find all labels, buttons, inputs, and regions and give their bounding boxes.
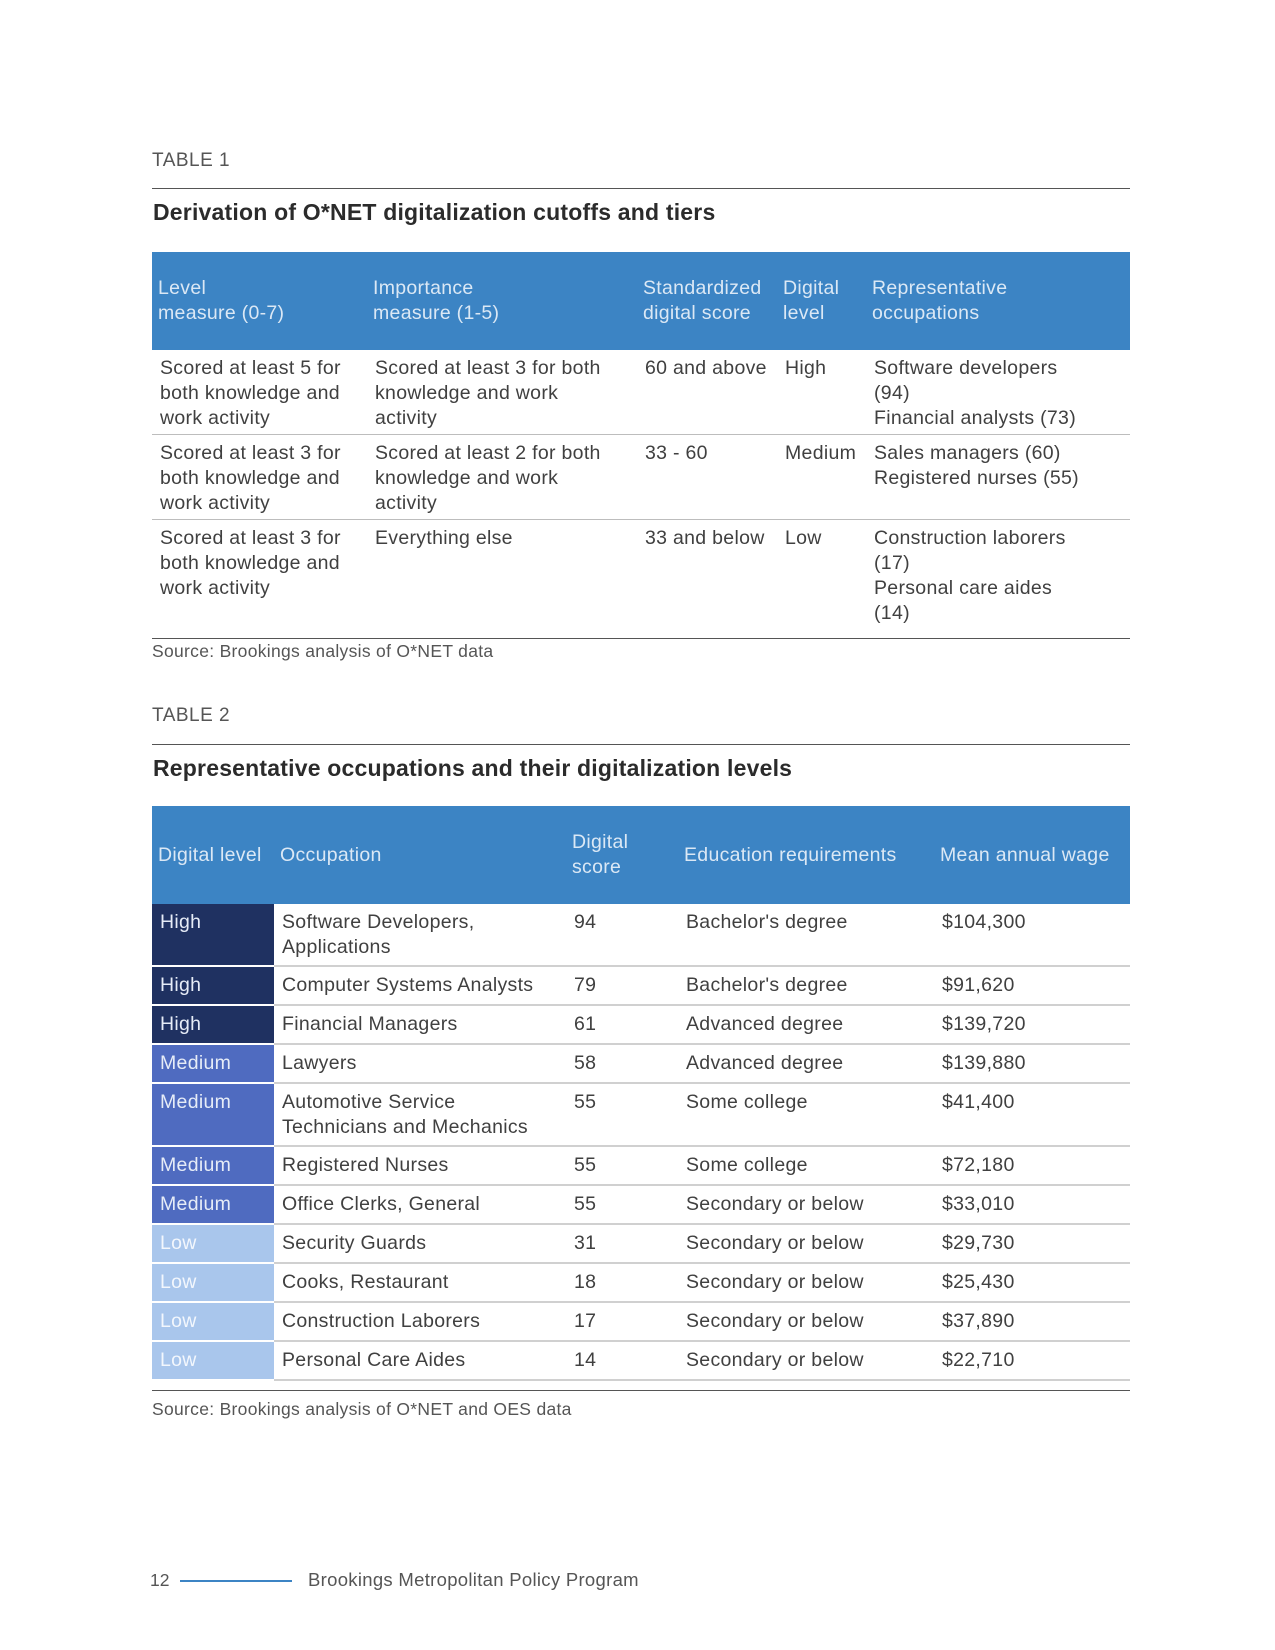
level-measure-cell: Scored at least 3 for both knowledge and work activity [152,520,367,639]
table1-row-low [152,520,1130,639]
digital-score-cell: 31 [566,1224,678,1263]
digital-score-cell: 61 [566,1005,678,1044]
digital-level-cell: High [777,350,866,435]
table2-header-digital-level: Digital level [152,806,274,904]
occupation-cell: Office Clerks, General [274,1185,566,1224]
wage-cell: $37,890 [934,1302,1130,1341]
table-row [152,1146,1130,1185]
table2-header-wage: Mean annual wage [934,806,1130,904]
table2-header-row [152,806,1130,904]
education-cell: Advanced degree [678,1005,934,1044]
table2-header-education: Education requirements [678,806,934,904]
table1-top-rule [152,188,1130,189]
table2-label: TABLE 2 [152,705,231,726]
education-cell: Some college [678,1146,934,1185]
wage-cell: $41,400 [934,1083,1130,1146]
table-row [152,1341,1130,1380]
wage-cell: $139,720 [934,1005,1130,1044]
page-number: 12 [150,1570,170,1590]
digital-score-cell: 18 [566,1263,678,1302]
digital-level-cell: High [152,1005,274,1044]
occupation-cell: Computer Systems Analysts [274,966,566,1005]
digital-level-cell: Low [152,1263,274,1302]
wage-cell: $72,180 [934,1146,1130,1185]
education-cell: Bachelor's degree [678,966,934,1005]
table1-cutoffs [152,252,1130,639]
digital-score-cell: 14 [566,1341,678,1380]
digital-level-cell: Low [152,1341,274,1380]
occupation-cell: Financial Managers [274,1005,566,1044]
table2-occupations [152,806,1130,1381]
table2-top-rule [152,744,1130,745]
table2-header-occupation: Occupation [274,806,566,904]
education-cell: Some college [678,1083,934,1146]
table2-source: Source: Brookings analysis of O*NET and OES data [152,1399,572,1419]
digital-level-cell: Low [152,1302,274,1341]
wage-cell: $33,010 [934,1185,1130,1224]
occupation-cell: Registered Nurses [274,1146,566,1185]
wage-cell: $29,730 [934,1224,1130,1263]
occupation-cell: Lawyers [274,1044,566,1083]
table1-header-digital-level: Digital level [777,252,866,350]
table1-title: Derivation of O*NET digitalization cutoffs and tiers [153,199,716,225]
digital-score-cell: 55 [566,1083,678,1146]
wage-cell: $25,430 [934,1263,1130,1302]
digital-score-cell: 94 [566,904,678,966]
occupations-cell: Software developers (94) Financial analysts (73) [866,350,1130,435]
level-measure-cell: Scored at least 5 for both knowledge and work activity [152,350,367,435]
occupations-cell: Construction laborers (17) Personal care aides (14) [866,520,1130,639]
table-row [152,966,1130,1005]
education-cell: Secondary or below [678,1341,934,1380]
table2-title: Representative occupations and their digitalization levels [153,755,793,781]
digital-level-cell: Medium [777,435,866,520]
table1-header-score: Standardized digital score [637,252,777,350]
table2-header-digital-score: Digital score [566,806,678,904]
table-row [152,1083,1130,1146]
score-cell: 33 and below [637,520,777,639]
digital-level-cell: High [152,904,274,966]
table2-bottom-rule [152,1390,1130,1391]
table-row [152,1185,1130,1224]
table-row [152,1263,1130,1302]
table-row [152,1302,1130,1341]
occupation-cell: Personal Care Aides [274,1341,566,1380]
education-cell: Bachelor's degree [678,904,934,966]
digital-score-cell: 55 [566,1185,678,1224]
digital-score-cell: 58 [566,1044,678,1083]
table-row [152,904,1130,966]
footer-program-name: Brookings Metropolitan Policy Program [308,1569,639,1590]
education-cell: Secondary or below [678,1302,934,1341]
table-row [152,1044,1130,1083]
table-row [152,1224,1130,1263]
digital-level-cell: Low [777,520,866,639]
occupations-cell: Sales managers (60) Registered nurses (55) [866,435,1130,520]
occupation-cell: Security Guards [274,1224,566,1263]
digital-level-cell: Low [152,1224,274,1263]
table1-row-high [152,350,1130,435]
education-cell: Secondary or below [678,1263,934,1302]
education-cell: Secondary or below [678,1185,934,1224]
digital-level-cell: High [152,966,274,1005]
digital-score-cell: 55 [566,1146,678,1185]
wage-cell: $91,620 [934,966,1130,1005]
table1-source: Source: Brookings analysis of O*NET data [152,641,494,661]
footer-rule [180,1580,292,1582]
score-cell: 33 - 60 [637,435,777,520]
digital-level-cell: Medium [152,1185,274,1224]
education-cell: Advanced degree [678,1044,934,1083]
table1-header-importance-measure: Importance measure (1-5) [367,252,637,350]
importance-measure-cell: Scored at least 2 for both knowledge and work activity [367,435,637,520]
table1-label: TABLE 1 [152,150,231,171]
education-cell: Secondary or below [678,1224,934,1263]
occupation-cell: Automotive Service Technicians and Mechanics [274,1083,566,1146]
importance-measure-cell: Scored at least 3 for both knowledge and work activity [367,350,637,435]
occupation-cell: Construction Laborers [274,1302,566,1341]
digital-level-cell: Medium [152,1146,274,1185]
occupation-cell: Cooks, Restaurant [274,1263,566,1302]
digital-score-cell: 17 [566,1302,678,1341]
score-cell: 60 and above [637,350,777,435]
table1-header-occupations: Representative occupations [866,252,1130,350]
wage-cell: $139,880 [934,1044,1130,1083]
level-measure-cell: Scored at least 3 for both knowledge and work activity [152,435,367,520]
digital-score-cell: 79 [566,966,678,1005]
table1-header-level-measure: Level measure (0-7) [152,252,367,350]
table1-row-medium [152,435,1130,520]
wage-cell: $22,710 [934,1341,1130,1380]
table1-header-row [152,252,1130,350]
occupation-cell: Software Developers, Applications [274,904,566,966]
importance-measure-cell: Everything else [367,520,637,639]
digital-level-cell: Medium [152,1044,274,1083]
wage-cell: $104,300 [934,904,1130,966]
digital-level-cell: Medium [152,1083,274,1146]
table-row [152,1005,1130,1044]
